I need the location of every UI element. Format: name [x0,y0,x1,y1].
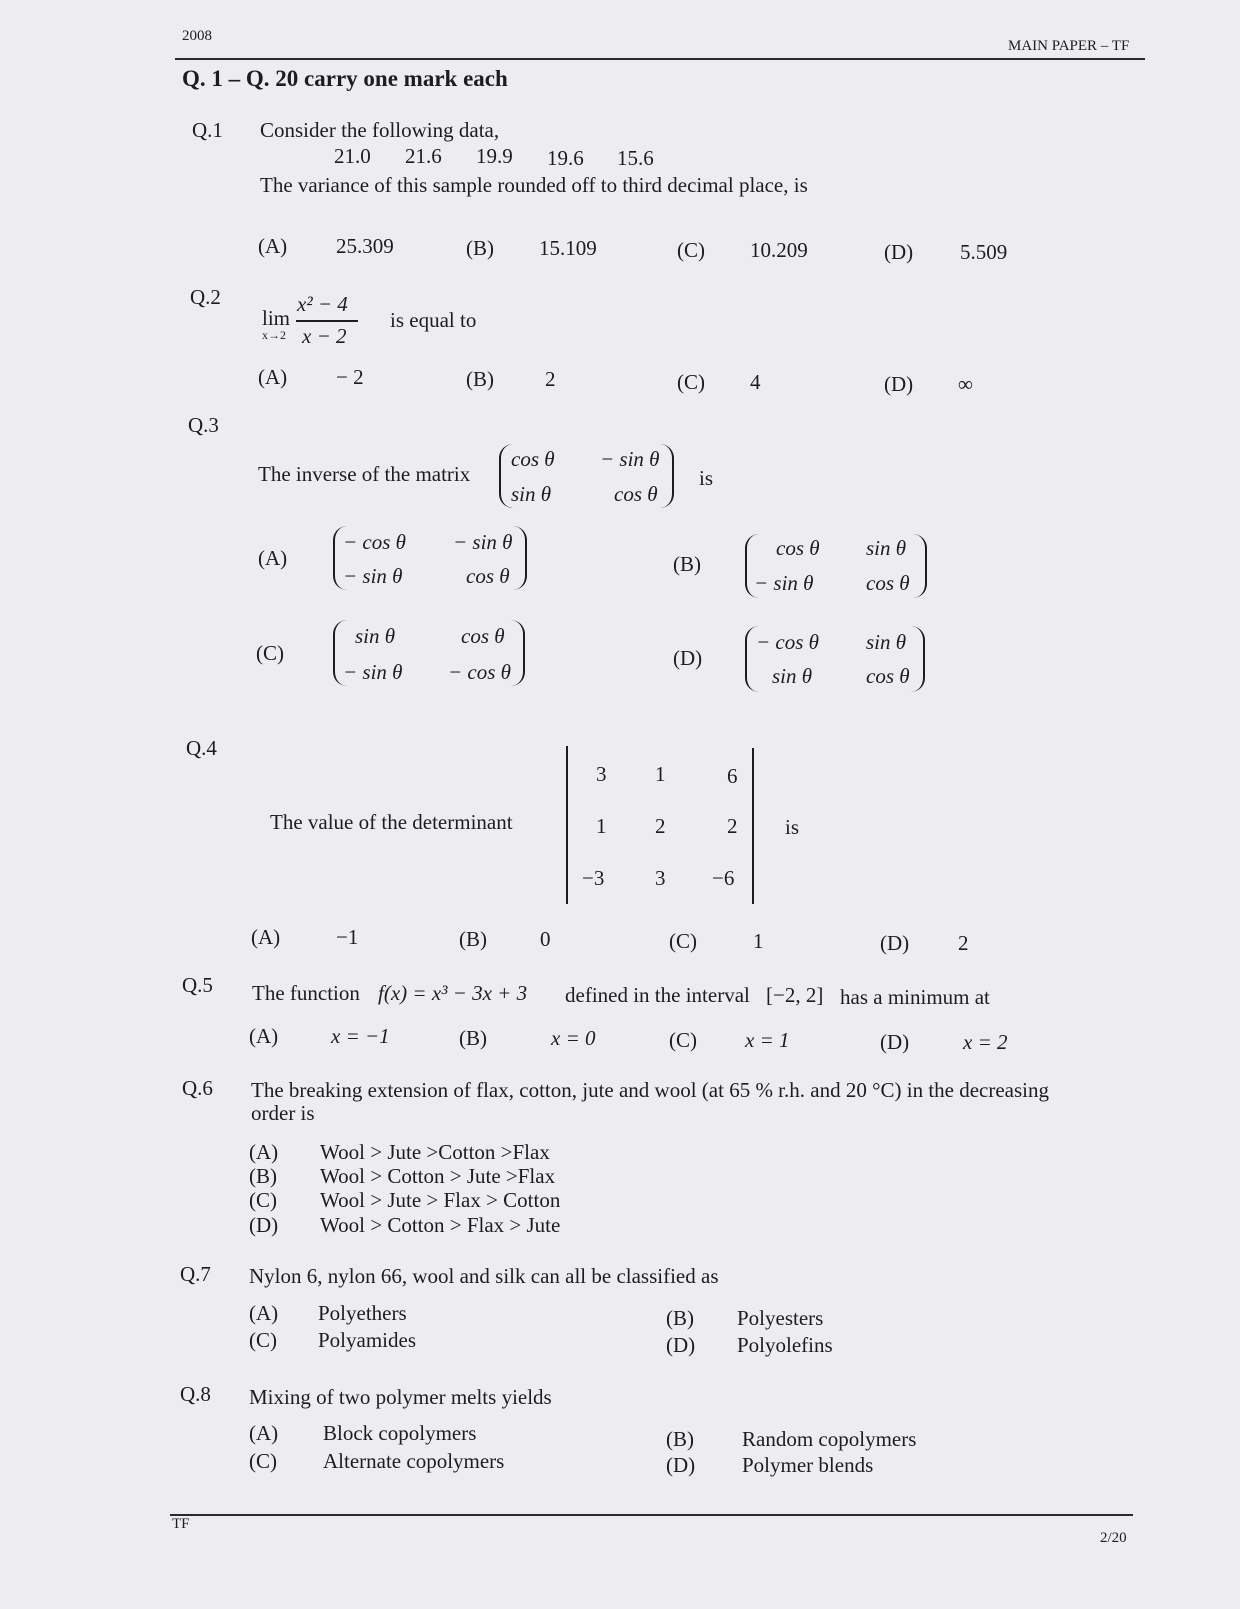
q1-option-d: 5.509 [960,240,1008,264]
q3-option-d-right-paren [911,626,925,692]
header-year: 2008 [182,28,212,44]
q3-option-c-label: (C) [256,641,284,665]
q8-option-a: Block copolymers [323,1421,477,1445]
q2-number: Q.2 [190,285,221,309]
q6-option-a-label: (A) [249,1140,279,1164]
q6-option-b: Wool > Cotton > Jute >Flax [320,1164,556,1188]
q3-option-d-c12: sin θ [866,630,907,654]
q6-text-line-2: order is [251,1101,315,1125]
q6-option-c-label: (C) [249,1188,277,1212]
q7-option-a: Polyethers [318,1301,407,1325]
q3-option-d-c11: − cos θ [756,630,819,654]
q1-option-d-label: (D) [884,240,914,264]
q8-option-d: Polymer blends [742,1453,874,1477]
q3-option-a-right-paren [513,526,527,590]
q1-data-4: 19.6 [547,146,584,170]
q3-option-d-label: (D) [673,646,703,670]
q3-option-c-c12: cos θ [461,624,505,648]
q4-det-22: 2 [655,814,666,838]
q3-is: is [699,466,714,490]
q7-option-d: Polyolefins [737,1333,833,1357]
q2-denominator: x − 2 [302,324,347,348]
q2-option-b: 2 [545,367,556,391]
q8-option-b-label: (B) [666,1427,694,1451]
q8-text: Mixing of two polymer melts yields [249,1385,552,1409]
q4-det-33: −6 [712,866,735,890]
q7-number: Q.7 [180,1262,211,1286]
q4-option-b-label: (B) [459,927,487,951]
q1-data-2: 21.6 [405,144,442,168]
header-rule [175,58,1145,60]
q4-det-11: 3 [596,762,607,786]
footer-page-number: 2/20 [1100,1530,1127,1546]
q2-option-b-label: (B) [466,367,494,391]
q5-option-a: x = −1 [331,1024,390,1048]
q8-option-a-label: (A) [249,1421,279,1445]
q2-option-d: ∞ [958,372,973,396]
q1-text2: The variance of this sample rounded off to third decimal place, is [260,173,808,197]
q5-option-a-label: (A) [249,1024,279,1048]
q3-option-b-c12: sin θ [866,536,907,560]
q2-text: is equal to [390,308,477,332]
q3-option-c-c21: − sin θ [343,660,403,684]
q6-number: Q.6 [182,1076,213,1100]
q2-fraction-bar [296,320,358,322]
q7-text: Nylon 6, nylon 66, wool and silk can all be classified as [249,1264,719,1288]
q5-number: Q.5 [182,973,213,997]
q6-option-b-label: (B) [249,1164,277,1188]
q1-option-c: 10.209 [750,238,808,262]
q4-det-31: −3 [582,866,605,890]
q4-number: Q.4 [186,736,217,760]
q1-data-5: 15.6 [617,146,654,170]
q3-option-b-c21: − sin θ [754,571,814,595]
q7-option-a-label: (A) [249,1301,279,1325]
q5-option-d-label: (D) [880,1030,910,1054]
q5-function: f(x) = x³ − 3x + 3 [378,981,528,1005]
q4-det-32: 3 [655,866,666,890]
q1-option-b-label: (B) [466,236,494,260]
q2-option-d-label: (D) [884,372,914,396]
q4-option-a: −1 [336,925,359,949]
q3-matrix-a: cos θ [511,447,555,471]
q8-option-c-label: (C) [249,1449,277,1473]
q4-det-left-bar [566,746,568,904]
q3-option-c-c11: sin θ [355,624,396,648]
q3-matrix-c: sin θ [511,482,552,506]
q3-option-d-c21: sin θ [772,664,813,688]
q4-option-a-label: (A) [251,925,281,949]
q3-matrix-b: − sin θ [600,447,660,471]
q3-option-c-c22: − cos θ [448,660,511,684]
q4-option-d-label: (D) [880,931,910,955]
q7-option-c: Polyamides [318,1328,416,1352]
header-paper: MAIN PAPER – TF [1008,38,1130,54]
q3-option-b-c22: cos θ [866,571,910,595]
q3-option-c-right-paren [511,620,525,686]
q6-option-a: Wool > Jute >Cotton >Flax [320,1140,550,1164]
q4-option-d: 2 [958,931,969,955]
q5-option-b: x = 0 [551,1026,596,1050]
q3-matrix-right-paren [660,444,674,508]
q1-option-c-label: (C) [677,238,705,262]
q7-option-b: Polyesters [737,1306,824,1330]
q3-option-a-c21: − sin θ [343,564,403,588]
q4-text: The value of the determinant [270,810,513,834]
q4-det-12: 1 [655,762,666,786]
q1-option-a: 25.309 [336,234,394,258]
q5-option-b-label: (B) [459,1026,487,1050]
section-title: Q. 1 – Q. 20 carry one mark each [182,66,508,91]
q3-number: Q.3 [188,413,219,437]
q6-option-c: Wool > Jute > Flax > Cotton [320,1188,561,1212]
q8-option-b: Random copolymers [742,1427,917,1451]
q5-option-c: x = 1 [745,1028,790,1052]
q1-text: Consider the following data, [260,118,500,142]
q5-text-2: defined in the interval [565,983,750,1007]
q2-lim-sub: x→2 [262,328,286,342]
q4-option-c-label: (C) [669,929,697,953]
q5-option-d: x = 2 [963,1030,1008,1054]
q4-option-c: 1 [753,929,764,953]
q4-is: is [785,815,800,839]
footer-code: TF [172,1516,190,1532]
q8-option-d-label: (D) [666,1453,696,1477]
q4-option-b: 0 [540,927,551,951]
q2-numerator: x² − 4 [297,292,348,316]
q3-option-a-label: (A) [258,546,288,570]
q3-text: The inverse of the matrix [258,462,471,486]
q3-option-a-c11: − cos θ [343,530,406,554]
footer-rule [170,1514,1133,1516]
q4-det-13: 6 [727,764,738,788]
q5-text-3: has a minimum at [840,985,990,1009]
q1-option-b: 15.109 [539,236,597,260]
q1-option-a-label: (A) [258,234,288,258]
q7-option-c-label: (C) [249,1328,277,1352]
q4-det-23: 2 [727,814,738,838]
q2-option-a: − 2 [336,365,364,389]
q5-text-1: The function [252,981,360,1005]
q5-option-c-label: (C) [669,1028,697,1052]
q3-matrix-d: cos θ [614,482,658,506]
q7-option-d-label: (D) [666,1333,696,1357]
q6-text-line-1: The breaking extension of flax, cotton, jute and wool (at 65 % r.h. and 20 °C) in the decreasing [251,1078,1050,1102]
q7-option-b-label: (B) [666,1306,694,1330]
q3-option-b-right-paren [913,534,927,598]
q4-det-21: 1 [596,814,607,838]
q3-option-a-c12: − sin θ [453,530,513,554]
q8-number: Q.8 [180,1382,211,1406]
q2-option-c-label: (C) [677,370,705,394]
q8-option-c: Alternate copolymers [323,1449,505,1473]
q2-lim: lim [262,306,291,330]
q1-data-3: 19.9 [476,144,513,168]
q4-det-right-bar [752,748,754,904]
q2-option-c: 4 [750,370,761,394]
q6-option-d: Wool > Cotton > Flax > Jute [320,1213,561,1237]
q3-option-b-label: (B) [673,552,701,576]
q6-option-d-label: (D) [249,1213,279,1237]
q3-option-d-c22: cos θ [866,664,910,688]
q5-interval: [−2, 2] [766,983,824,1007]
q1-data-1: 21.0 [334,144,371,168]
q3-option-a-c22: cos θ [466,564,510,588]
q3-option-b-c11: cos θ [776,536,820,560]
q1-number: Q.1 [192,118,223,142]
q2-option-a-label: (A) [258,365,288,389]
